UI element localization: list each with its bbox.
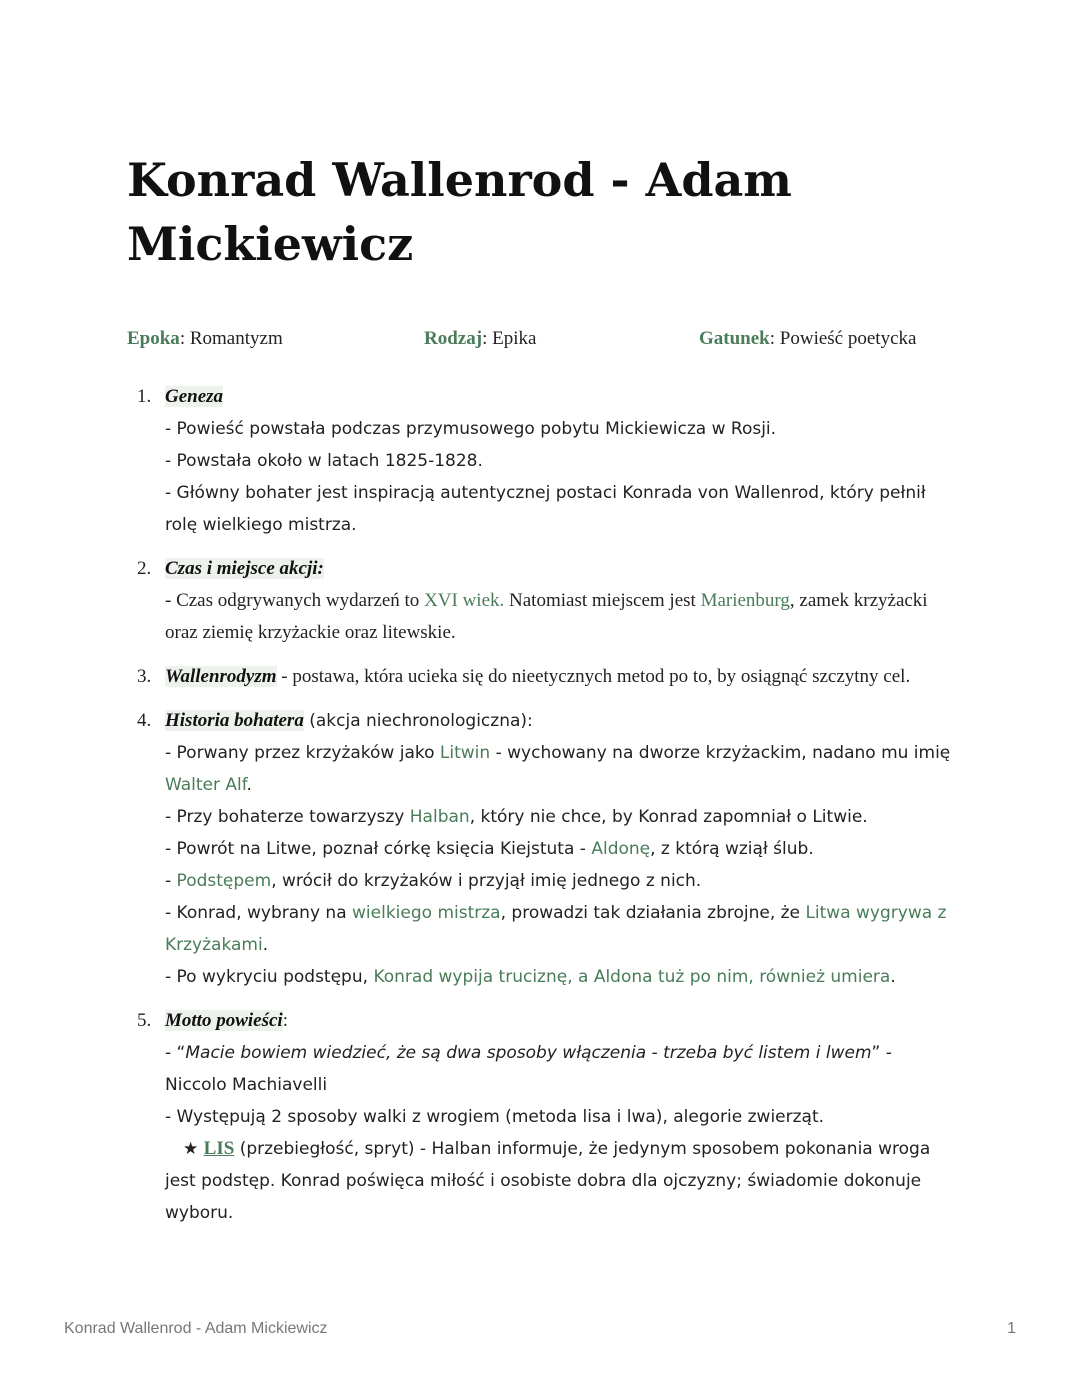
highlight-text: Aldonę [591,839,651,859]
content [127,381,957,1241]
section-motto [127,1005,957,1229]
text-span: , wrócił do krzyżaków i przyjął imię jednego z nich. [271,871,702,891]
meta-epoka-value: : Romantyzm [179,328,283,349]
list-line: - Występują 2 sposoby walki z wrogiem (metoda lisa i lwa), alegorie zwierząt. [165,1107,825,1127]
list-line [165,865,957,897]
list-number: 5. [137,1010,152,1031]
list-number: 3. [137,666,152,687]
highlight-text: Marienburg [700,590,790,611]
lis-label: LIS [203,1138,235,1159]
list-line: - Główny bohater jest inspiracją autentycznej postaci Konrada von Wallenrod, który pełnił rolę wielkiego mistrza. [165,483,926,535]
list-number: 1. [137,386,152,407]
text-span: - wychowany na dworze krzyżackim, nadano mu imię [490,743,951,763]
list-line [165,801,957,833]
section-historia [127,705,957,993]
section-heading: Geneza [165,386,224,407]
section-wallenrodyzm [127,661,957,693]
text-span: ” - Niccolo Machiavelli [165,1043,892,1095]
text-span: - Konrad, wybrany na [165,903,353,923]
list-line: - Powieść powstała podczas przymusowego pobytu Mickiewicza w Rosji. [165,419,777,439]
text-span: , prowadzi tak działania zbrojne, że [500,903,806,923]
meta-gatunek-key: Gatunek [699,328,770,349]
text-span: - Porwany przez krzyżaków jako [165,743,440,763]
meta-gatunek-value: : Powieść poetycka [769,328,917,349]
footer-title: Konrad Wallenrod - Adam Mickiewicz [64,1320,328,1337]
text-span: - Przy bohaterze towarzyszy [165,807,410,827]
highlight-text: Walter Alf [165,775,247,795]
motto-quote [165,1037,957,1101]
lis-paragraph [165,1133,957,1229]
text-span: - Czas odgrywanych wydarzeń to [165,590,425,611]
list-line [165,833,957,865]
text-span: . [262,935,269,955]
list-number: 4. [137,710,152,731]
meta-epoka-key: Epoka [127,328,180,349]
text-span: , który nie chce, by Konrad zapomniał o Litwie. [469,807,868,827]
text-span: , zamek krzyżacki oraz ziemię krzyżackie oraz litewskie. [165,590,928,643]
meta-rodzaj-key: Rodzaj [424,328,483,349]
section-heading: Historia bohatera [165,710,304,731]
list-line [165,961,957,993]
quote-text: Macie bowiem wiedzieć, że są dwa sposoby włączenia - trzeba być listem i lwem [185,1043,872,1063]
page-title: Konrad Wallenrod - Adam Mickiewicz [127,153,792,271]
list-line [165,737,957,801]
text-span: - [165,871,177,891]
list-number: 2. [137,558,152,579]
list-line [165,897,957,961]
section-heading: Wallenrodyzm [165,666,277,687]
text-span: , z którą wziął ślub. [650,839,814,859]
text-span: - postawa, która ucieka się do nieetycznych metod po to, by osiągnąć szczytny cel. [276,666,911,687]
text-span: . [890,967,896,987]
highlight-text: XVI wiek. [424,590,505,611]
text-span: (przebiegłość, spryt) - Halban informuje, że jedynym sposobem pokonania wroga jest podstęp. Konrad poświęca miłość i osobiste dobra dla ojczyzny; świadomie dokonuje wyboru. [165,1139,931,1223]
text-span: - Po wykryciu podstępu, [165,967,374,987]
meta-rodzaj-value: : Epika [482,328,537,349]
page-number: 1 [1007,1320,1016,1337]
text-span: (akcja niechronologiczna): [303,711,533,731]
highlight-text: Litwa wygrywa z Krzyżakami [165,903,947,955]
meta-epoka [127,328,283,350]
list-line: - Powstała około w latach 1825-1828. [165,451,483,471]
meta-gatunek [699,328,916,350]
text-span: : [282,1010,288,1031]
text-span: - Powrót na Litwe, poznał córkę księcia Kiejstuta - [165,839,592,859]
text-span: Natomiast miejscem jest [504,590,701,611]
section-heading: Motto powieści [165,1010,283,1031]
highlight-text: Konrad wypija truciznę, a Aldona tuż po nim, również umiera [373,967,891,987]
star-icon: ★ [183,1139,199,1159]
section-geneza [127,381,957,541]
section-czas-miejsce [127,553,957,649]
list-line [165,585,957,649]
highlight-text: Litwin [439,743,491,763]
highlight-text: Halban [409,807,470,827]
text-span: . [246,775,252,795]
meta-rodzaj [424,328,536,350]
highlight-text: Podstępem [176,871,272,891]
text-span: - “ [165,1043,186,1063]
highlight-text: wielkiego mistrza [352,903,501,923]
section-heading: Czas i miejsce akcji: [165,558,324,579]
